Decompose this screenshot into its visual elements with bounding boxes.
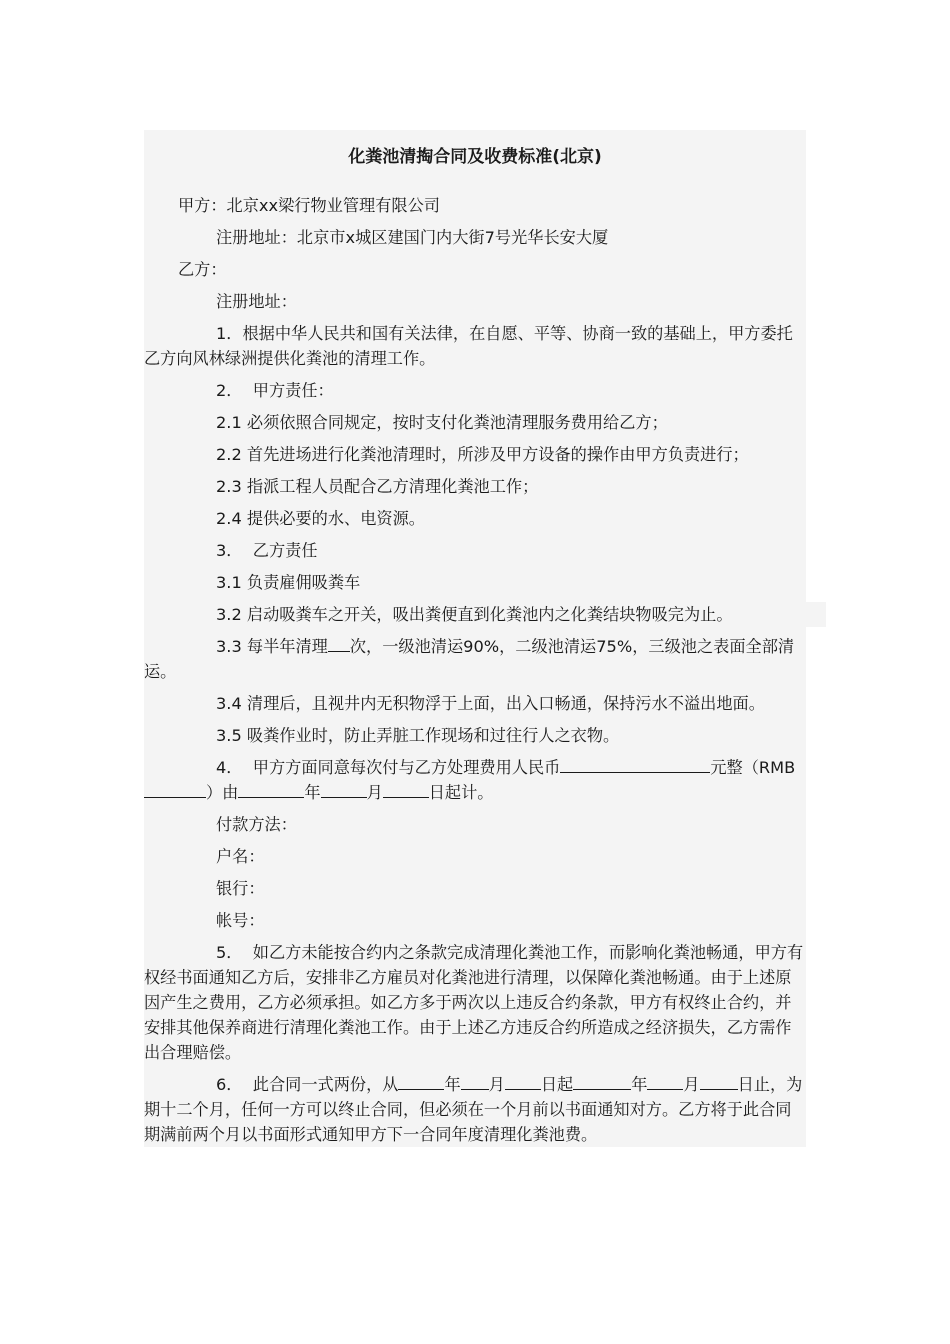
clause-4 (144, 755, 806, 805)
blank-amount (560, 755, 710, 773)
clause-6-year: 年 (444, 1075, 461, 1094)
party-b-address: 注册地址： (216, 292, 297, 311)
clause-4-text-b: 元整 (710, 758, 743, 777)
clause-4-text-a: 4． 甲方方面同意每次付与乙方处理费用人民币 (216, 758, 561, 777)
clause-6 (144, 1072, 806, 1147)
account-number: 帐号： (216, 911, 265, 930)
clause-3-3-text-a: 3.3 每半年清理 (216, 637, 328, 656)
clause-3: 3． 乙方责任 (216, 541, 318, 560)
clause-2-1: 2.1 必须依照合同规定，按时支付化粪池清理服务费用给乙方； (216, 413, 668, 432)
clause-3-4: 3.4 清理后，且视井内无积物浮于上面，出入口畅通，保持污水不溢出地面。 (216, 694, 765, 713)
party-a-address: 注册地址：北京市x城区建国门内大街7号光华长安大厦 (216, 228, 609, 247)
document-title: 化粪池清掏合同及收费标准(北京) (144, 130, 806, 193)
clause-2-3: 2.3 指派工程人员配合乙方清理化粪池工作； (216, 477, 539, 496)
blank-end-day (700, 1072, 738, 1090)
clause-5: 5． 如乙方未能按合约内之条款完成清理化粪池工作，而影响化粪池畅通，甲方有权经书面通知乙方后，安排非乙方雇员对化粪池进行清理，以保障化粪池畅通。由于上述原因产生之费用，乙方必须承担。如乙方多于两次以上违反合约条款，甲方有权终止合约，并安排其他保养商进行清理化粪池工作。由于上述乙方违反合约所造成之经济损失，乙方需作出合理赔偿。 (144, 943, 804, 1062)
payment-method: 付款方法： (216, 815, 297, 834)
clause-3-3 (144, 634, 806, 684)
clause-4-text-e: 年 (304, 783, 321, 802)
blank-frequency (328, 634, 350, 652)
clause-2: 2． 甲方责任： (216, 381, 334, 400)
blank-year (238, 780, 304, 798)
blank-start-month (461, 1072, 489, 1090)
clause-3-1: 3.1 负责雇佣吸粪车 (216, 573, 361, 592)
blank-end-month (647, 1072, 683, 1090)
blank-start-day (505, 1072, 541, 1090)
clause-4-text-c: （RMB (742, 758, 796, 777)
clause-6-month: 月 (488, 1075, 505, 1094)
clause-4-text-g: 日起计。 (428, 783, 494, 802)
blank-start-year (398, 1072, 444, 1090)
account-name: 户名： (216, 847, 265, 866)
blank-day (383, 780, 429, 798)
clause-2-4: 2.4 提供必要的水、电资源。 (216, 509, 425, 528)
bank: 银行： (216, 879, 265, 898)
clause-6-month2: 月 (683, 1075, 700, 1094)
blank-month (321, 780, 367, 798)
contract-document (144, 130, 806, 1147)
clause-2-2: 2.2 首先进场进行化粪池清理时，所涉及甲方设备的操作由甲方负责进行； (216, 445, 749, 464)
party-b: 乙方： (178, 260, 227, 279)
blank-end-year (573, 1072, 631, 1090)
clause-4-text-f: 月 (366, 783, 383, 802)
clause-3-2: 3.2 启动吸粪车之开关，吸出粪便直到化粪池内之化粪结块物吸完为止。 (144, 602, 826, 627)
clause-6-text-b: 日止，为期十二个月，任何一方可以终止合同，但必须在一个月前以书面通知对方。乙方将于此合同期满前两个月以书面形式通知甲方下一合同年度清理化粪池费。 (144, 1075, 803, 1144)
clause-3-5: 3.5 吸粪作业时，防止弄脏工作现场和过往行人之衣物。 (216, 726, 620, 745)
clause-4-text-d: ）由 (206, 783, 239, 802)
clause-6-text-a: 6． 此合同一式两份，从 (216, 1075, 399, 1094)
blank-rmb (144, 780, 206, 798)
clause-6-from: 日起 (540, 1075, 574, 1094)
clause-3-3-text-b: 次，一级池清运90%，二级池清运75%，三级池之表面全部清运。 (144, 637, 795, 681)
clause-1: 1．根据中华人民共和国有关法律，在自愿、平等、协商一致的基础上，甲方委托乙方向风林绿洲提供化粪池的清理工作。 (144, 324, 793, 368)
party-a: 甲方：北京xx梁行物业管理有限公司 (178, 196, 440, 215)
clause-6-year2: 年 (631, 1075, 648, 1094)
